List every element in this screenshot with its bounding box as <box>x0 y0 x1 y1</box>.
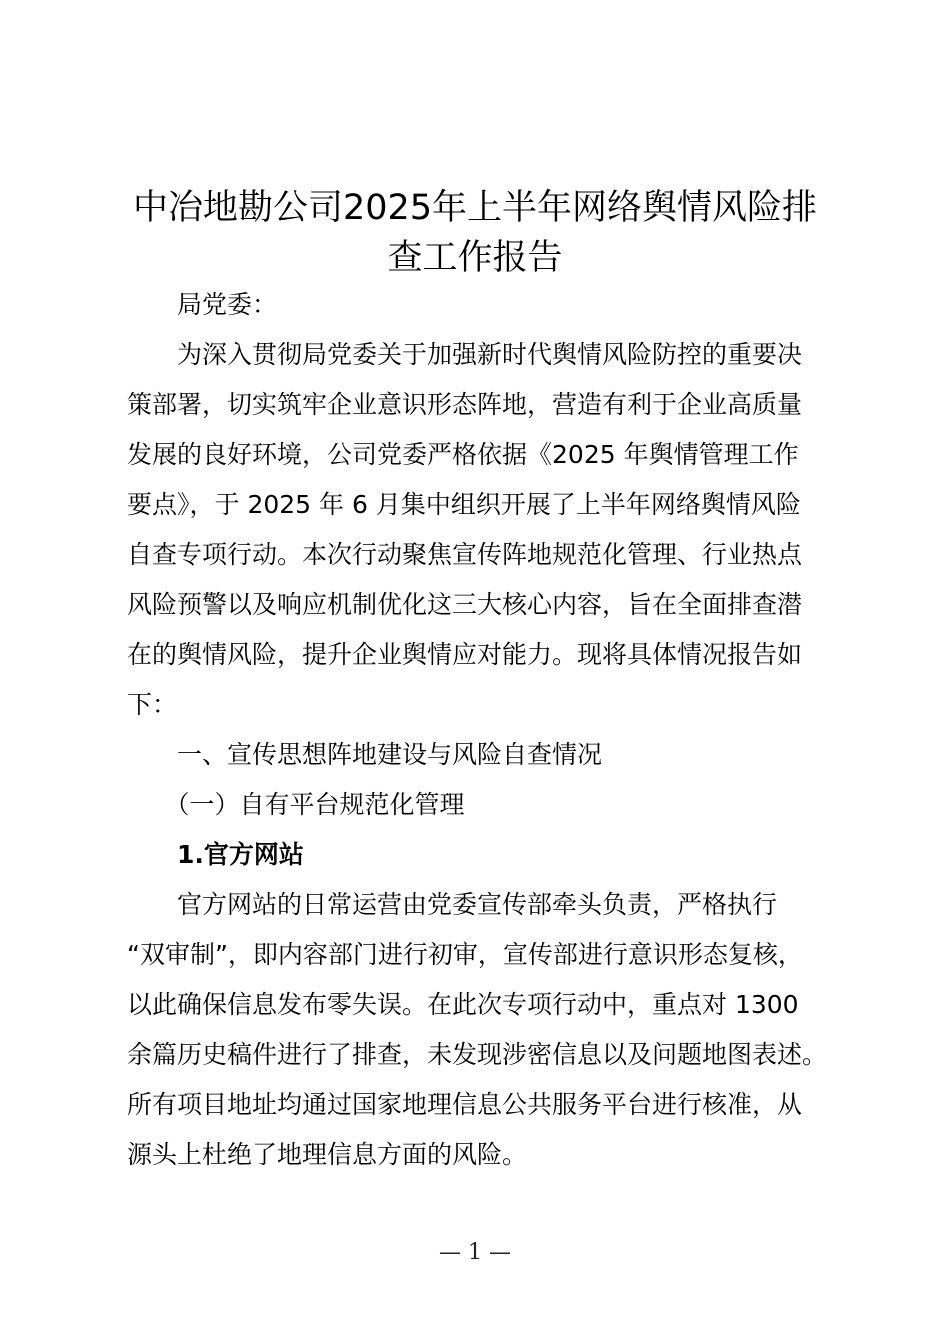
subsection-heading <box>127 780 837 830</box>
subsection-heading-text: （一）自有平台规范化管理 <box>177 790 465 819</box>
paragraph-line: 自查专项行动。本次行动聚焦宣传阵地规范化管理、行业热点 <box>127 540 803 569</box>
paragraph-line: 发展的良好环境，公司党委严格依据《2025 年舆情管理工作 <box>127 440 799 469</box>
heading-indent <box>127 790 177 819</box>
paragraph-line: 为深入贯彻局党委关于加强新时代舆情风险防控的重要决 <box>127 340 803 369</box>
paragraph-line: 策部署，切实筑牢企业意识形态阵地，营造有利于企业高质量 <box>127 390 803 419</box>
heading-indent <box>127 840 177 869</box>
section-heading-text: 一、宣传思想阵地建设与风险自查情况 <box>177 740 603 769</box>
salutation <box>127 280 837 330</box>
item-heading-text: 1.官方网站 <box>177 840 304 869</box>
paragraph-line: 要点》，于 2025 年 6 月集中组织开展了上半年网络舆情风险 <box>127 490 801 519</box>
paragraph-line: 风险预警以及响应机制优化这三大核心内容，旨在全面排查潜 <box>127 590 803 619</box>
document-title-line-2: 查工作报告 <box>387 238 563 278</box>
paragraph-line: 官方网站的日常运营由党委宣传部牵头负责，严格执行 <box>127 890 778 919</box>
heading-indent <box>127 740 177 769</box>
section-heading <box>127 730 837 780</box>
document-title-line-1: 中冶地勘公司2025年上半年网络舆情风险排 <box>132 188 818 228</box>
paragraph-line: 源头上杜绝了地理信息方面的风险。 <box>127 1140 528 1169</box>
paragraph-line: “双审制”，即内容部门进行初审，宣传部进行意识形态复核， <box>127 940 803 969</box>
paragraph-line: 在的舆情风险，提升企业舆情应对能力。现将具体情况报告如 <box>127 640 803 669</box>
salutation-indent <box>127 290 177 319</box>
salutation-text: 局党委： <box>177 290 278 319</box>
page-number: — 1 — <box>439 1240 511 1265</box>
paragraph-line: 所有项目地址均通过国家地理信息公共服务平台进行核准，从 <box>127 1090 803 1119</box>
paragraph-line: 以此确保信息发布零失误。在此次专项行动中，重点对 1300 <box>127 990 799 1019</box>
paragraph-line: 余篇历史稿件进行了排查，未发现涉密信息以及问题地图表述。 <box>127 1040 828 1069</box>
paragraph-line: 下： <box>127 690 178 719</box>
item-heading <box>127 830 837 880</box>
